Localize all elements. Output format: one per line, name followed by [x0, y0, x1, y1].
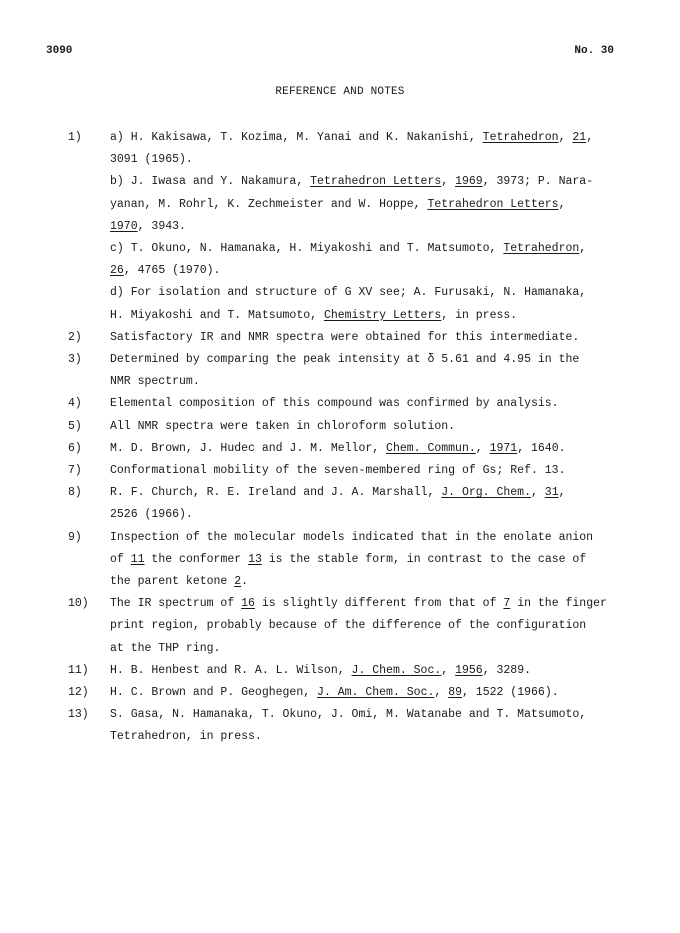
page-number: 3090 — [46, 45, 73, 57]
reference-entry — [68, 349, 628, 393]
reference-text — [110, 349, 628, 393]
reference-number: 13) — [68, 708, 89, 722]
underlined-citation: 1971 — [489, 441, 518, 455]
reference-line: NMR spectrum. — [110, 375, 200, 389]
reference-number: 4) — [68, 397, 82, 411]
reference-text — [110, 527, 628, 594]
reference-number: 7) — [68, 464, 82, 478]
underlined-citation: 7 — [503, 597, 511, 611]
reference-line: d) For isolation and structure of G XV see; A. Furusaki, N. Hamanaka, — [110, 286, 587, 300]
reference-text — [110, 127, 628, 327]
reference-number: 11) — [68, 663, 89, 677]
issue-number: No. 30 — [574, 45, 614, 57]
reference-text — [110, 438, 628, 460]
reference-line: All NMR spectra were taken in chloroform solution. — [110, 419, 456, 433]
reference-list — [68, 127, 628, 749]
reference-line: 26, 4765 (1970). — [110, 264, 221, 278]
reference-line: 2526 (1966). — [110, 508, 193, 522]
reference-line: the parent ketone 2. — [110, 575, 249, 589]
underlined-citation: 31 — [544, 486, 559, 500]
underlined-citation: J. Chem. Soc. — [351, 663, 442, 677]
reference-text — [110, 460, 628, 482]
reference-entry — [68, 460, 628, 482]
reference-entry — [68, 704, 628, 748]
reference-line: The IR spectrum of 16 is slightly different from that of 7 in the finger — [110, 597, 607, 611]
underlined-citation: Tetrahedron — [503, 242, 580, 256]
underlined-citation: 21 — [572, 131, 587, 144]
underlined-citation: 11 — [130, 552, 145, 566]
reference-text — [110, 416, 628, 438]
underlined-citation: Tetrahedron Letters — [310, 175, 442, 189]
reference-text — [110, 482, 628, 526]
reference-text — [110, 704, 628, 748]
reference-line: of 11 the conformer 13 is the stable form, in contrast to the case of — [110, 552, 587, 566]
reference-text — [110, 327, 628, 349]
reference-line: R. F. Church, R. E. Ireland and J. A. Marshall, J. Org. Chem., 31, — [110, 486, 566, 500]
reference-entry — [68, 660, 628, 682]
reference-line: S. Gasa, N. Hamanaka, T. Okuno, J. Omi, M. Watanabe and T. Matsumoto, — [110, 708, 587, 722]
underlined-citation: 1956 — [455, 663, 483, 677]
reference-entry — [68, 127, 628, 327]
underlined-citation: 89 — [448, 686, 462, 700]
reference-line: c) T. Okuno, N. Hamanaka, H. Miyakoshi and T. Matsumoto, Tetrahedron, — [110, 242, 587, 256]
reference-line: Inspection of the molecular models indicated that in the enolate anion — [110, 530, 594, 544]
underlined-citation: 1970 — [110, 219, 138, 233]
reference-line: at the THP ring. — [110, 641, 221, 655]
reference-line: 3091 (1965). — [110, 153, 193, 167]
reference-text — [110, 593, 628, 660]
underlined-citation: Tetrahedron — [482, 131, 559, 144]
reference-number: 3) — [68, 353, 82, 367]
reference-line: Elemental composition of this compound was confirmed by analysis. — [110, 397, 559, 411]
reference-entry — [68, 593, 628, 660]
reference-line: Determined by comparing the peak intensity at δ 5.61 and 4.95 in the — [110, 353, 580, 367]
reference-entry — [68, 438, 628, 460]
reference-number: 10) — [68, 597, 89, 611]
underlined-citation: Tetrahedron Letters — [427, 197, 559, 211]
reference-text — [110, 660, 628, 682]
reference-number: 1) — [68, 131, 82, 144]
reference-line: a) H. Kakisawa, T. Kozima, M. Yanai and K. Nakanishi, Tetrahedron, 21, — [110, 131, 594, 144]
reference-line: H. Miyakoshi and T. Matsumoto, Chemistry Letters, in press. — [110, 308, 518, 322]
underlined-citation: J. Am. Chem. Soc. — [317, 686, 435, 700]
reference-number: 2) — [68, 330, 82, 344]
reference-number: 9) — [68, 530, 82, 544]
underlined-citation: Chemistry Letters — [323, 308, 442, 322]
reference-text — [110, 682, 628, 704]
underlined-citation: Chem. Commun. — [386, 441, 476, 455]
underlined-citation: 2 — [234, 575, 242, 589]
reference-number: 5) — [68, 419, 82, 433]
underlined-citation: 13 — [248, 552, 262, 566]
reference-text — [110, 393, 628, 415]
reference-line: H. C. Brown and P. Geoghegen, J. Am. Chem. Soc., 89, 1522 (1966). — [110, 686, 559, 700]
reference-number: 12) — [68, 686, 89, 700]
underlined-citation: 16 — [241, 597, 255, 611]
reference-entry — [68, 416, 628, 438]
reference-line: Conformational mobility of the seven-membered ring of Gs; Ref. 13. — [110, 464, 566, 478]
reference-entry — [68, 682, 628, 704]
reference-line: H. B. Henbest and R. A. L. Wilson, J. Chem. Soc., 1956, 3289. — [110, 663, 531, 677]
reference-line: Satisfactory IR and NMR spectra were obtained for this intermediate. — [110, 330, 580, 344]
reference-line: Tetrahedron, in press. — [110, 730, 262, 744]
underlined-citation: J. Org. Chem. — [441, 486, 531, 500]
underlined-citation: 26 — [110, 264, 124, 278]
reference-line: yanan, M. Rohrl, K. Zechmeister and W. Hoppe, Tetrahedron Letters, — [110, 197, 566, 211]
reference-entry — [68, 482, 628, 526]
reference-entry — [68, 327, 628, 349]
reference-number: 6) — [68, 441, 82, 455]
reference-line: print region, probably because of the difference of the configuration — [110, 619, 587, 633]
reference-number: 8) — [68, 486, 82, 500]
page-title: REFERENCE AND NOTES — [275, 86, 405, 98]
reference-line: 1970, 3943. — [110, 219, 186, 233]
reference-entry — [68, 393, 628, 415]
reference-entry — [68, 527, 628, 594]
reference-line: b) J. Iwasa and Y. Nakamura, Tetrahedron Letters, 1969, 3973; P. Nara- — [110, 175, 594, 189]
reference-line: M. D. Brown, J. Hudec and J. M. Mellor, Chem. Commun., 1971, 1640. — [110, 441, 566, 455]
underlined-citation: 1969 — [455, 175, 483, 189]
